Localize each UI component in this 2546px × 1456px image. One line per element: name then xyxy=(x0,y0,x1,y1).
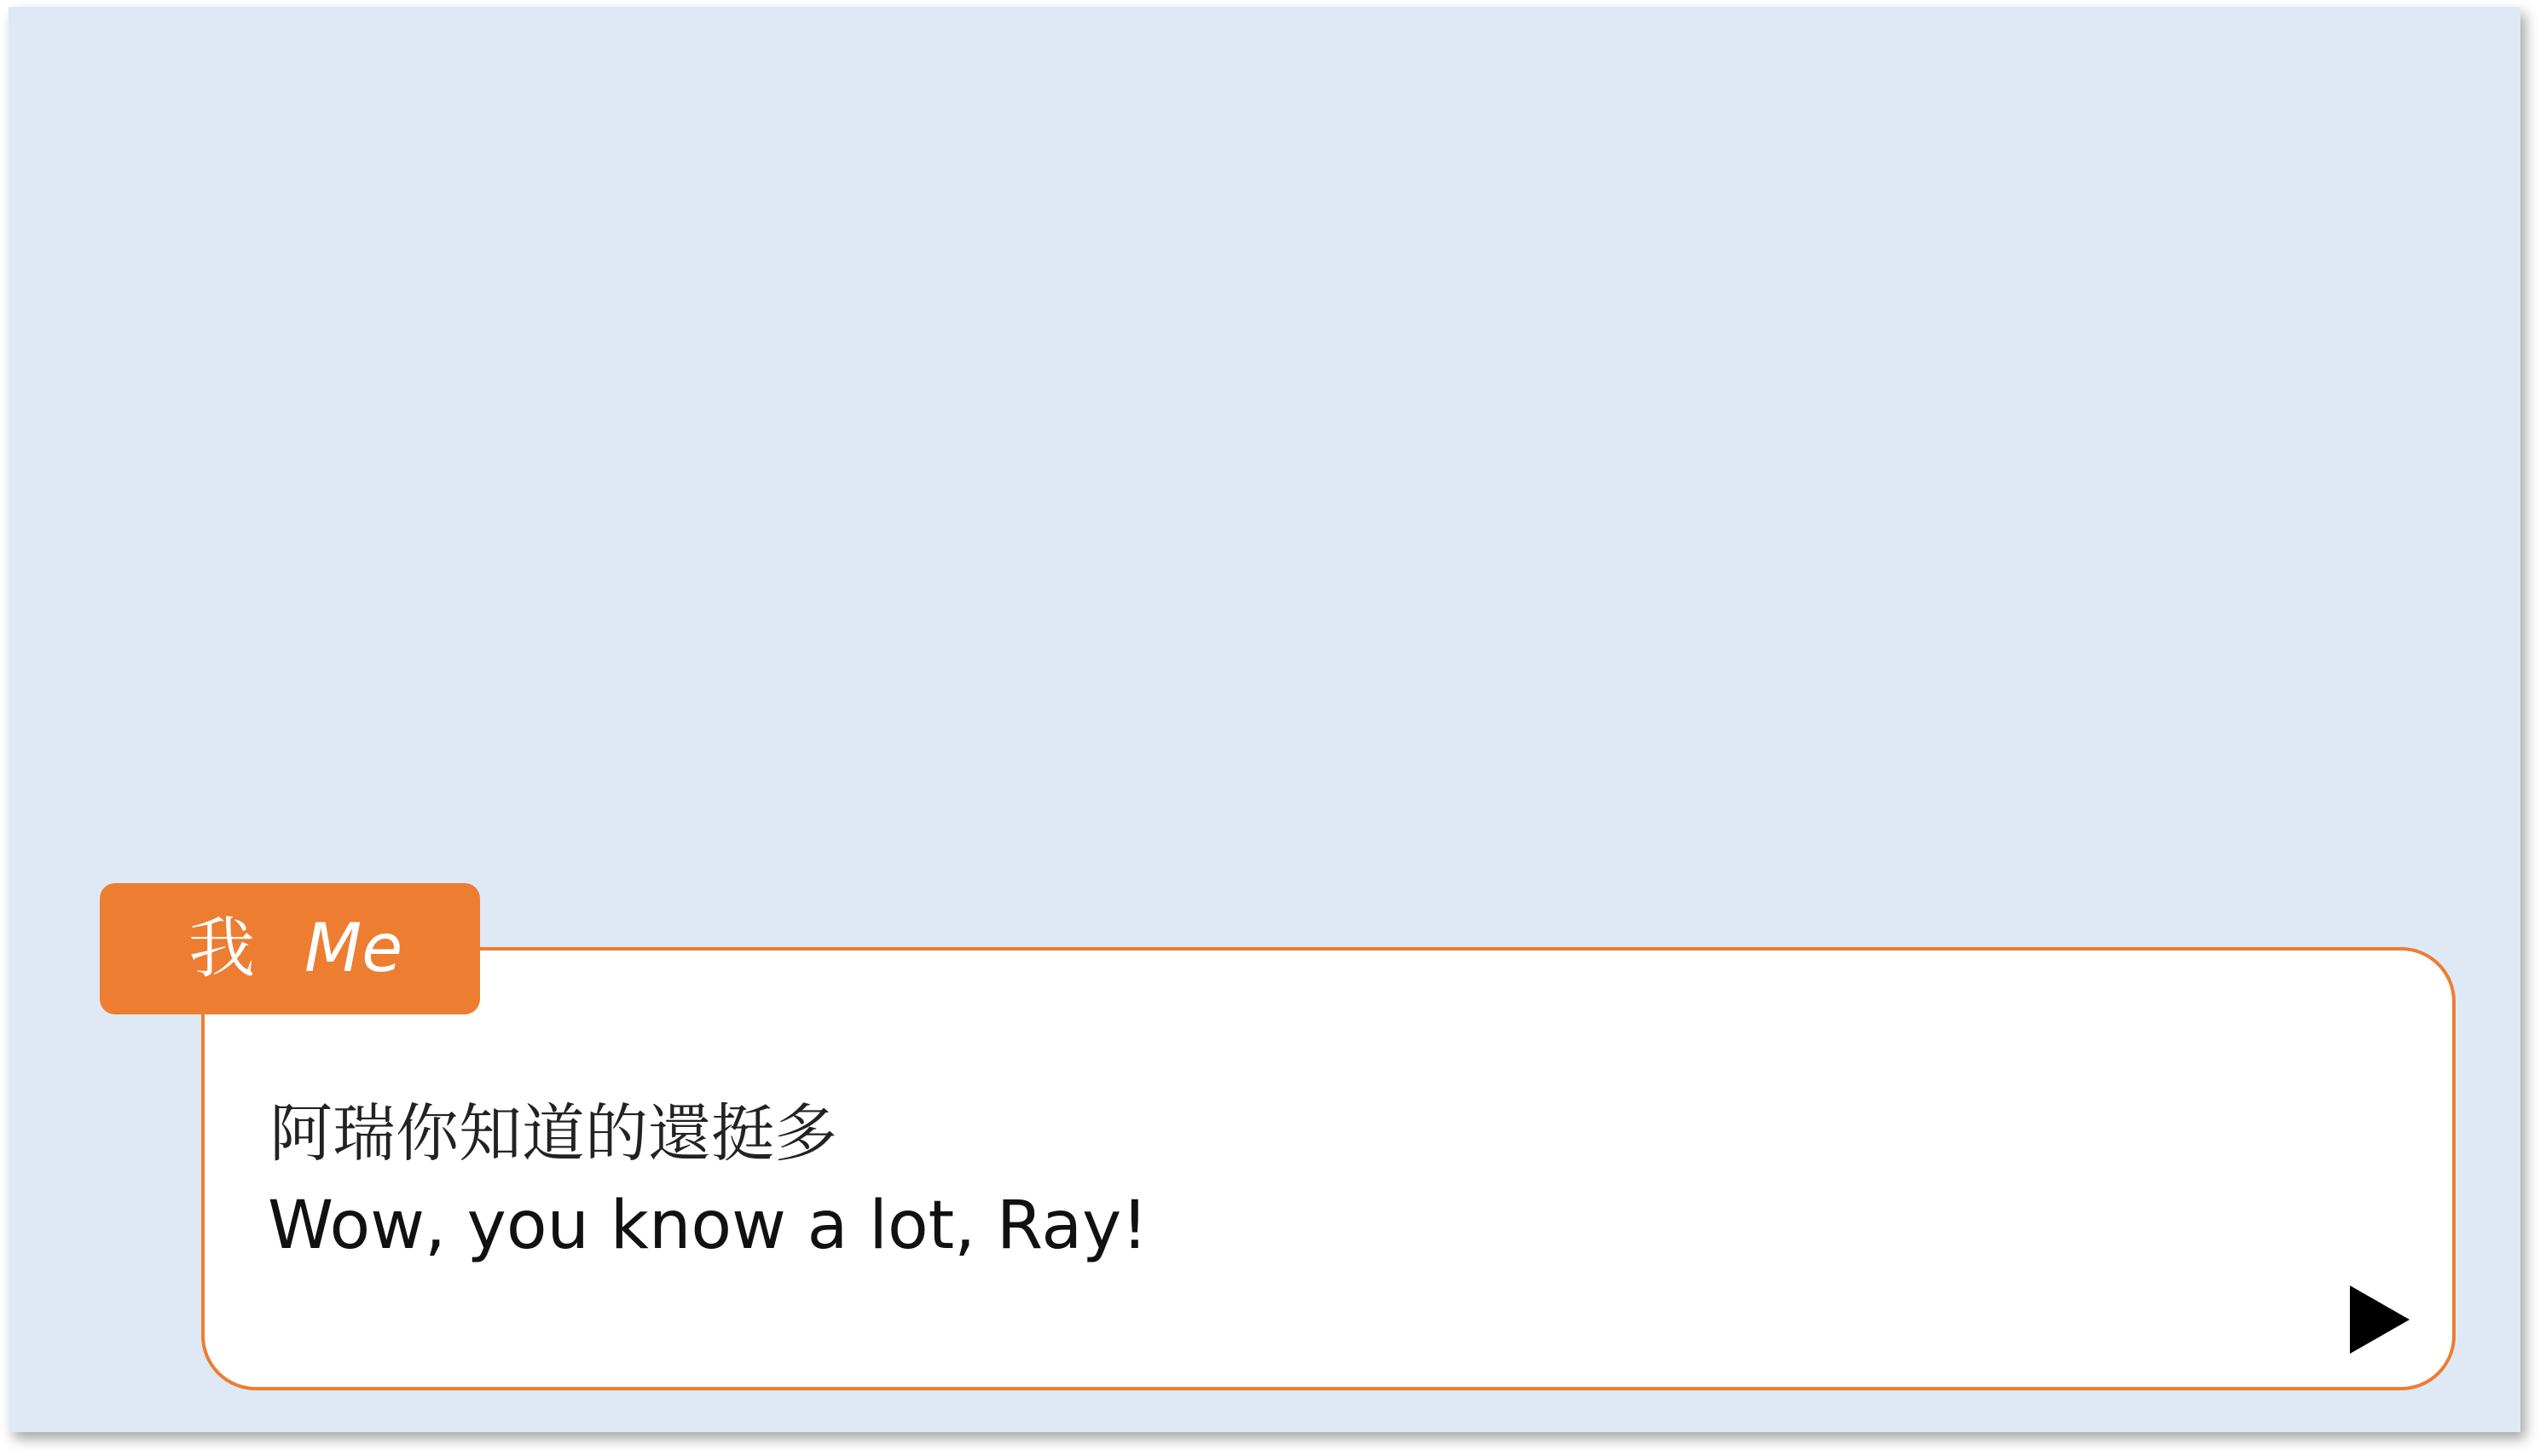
speaker-name-zh: 我 xyxy=(188,910,256,987)
dialogue-line-en: Wow, you know a lot, Ray! xyxy=(268,1187,1149,1264)
dialogue-line-zh: 阿瑞你知道的還挺多 xyxy=(269,1097,837,1170)
play-triangle-icon[interactable] xyxy=(2350,1286,2410,1354)
speaker-name-en: Me xyxy=(304,910,403,987)
speaker-name-tag xyxy=(100,883,480,1014)
